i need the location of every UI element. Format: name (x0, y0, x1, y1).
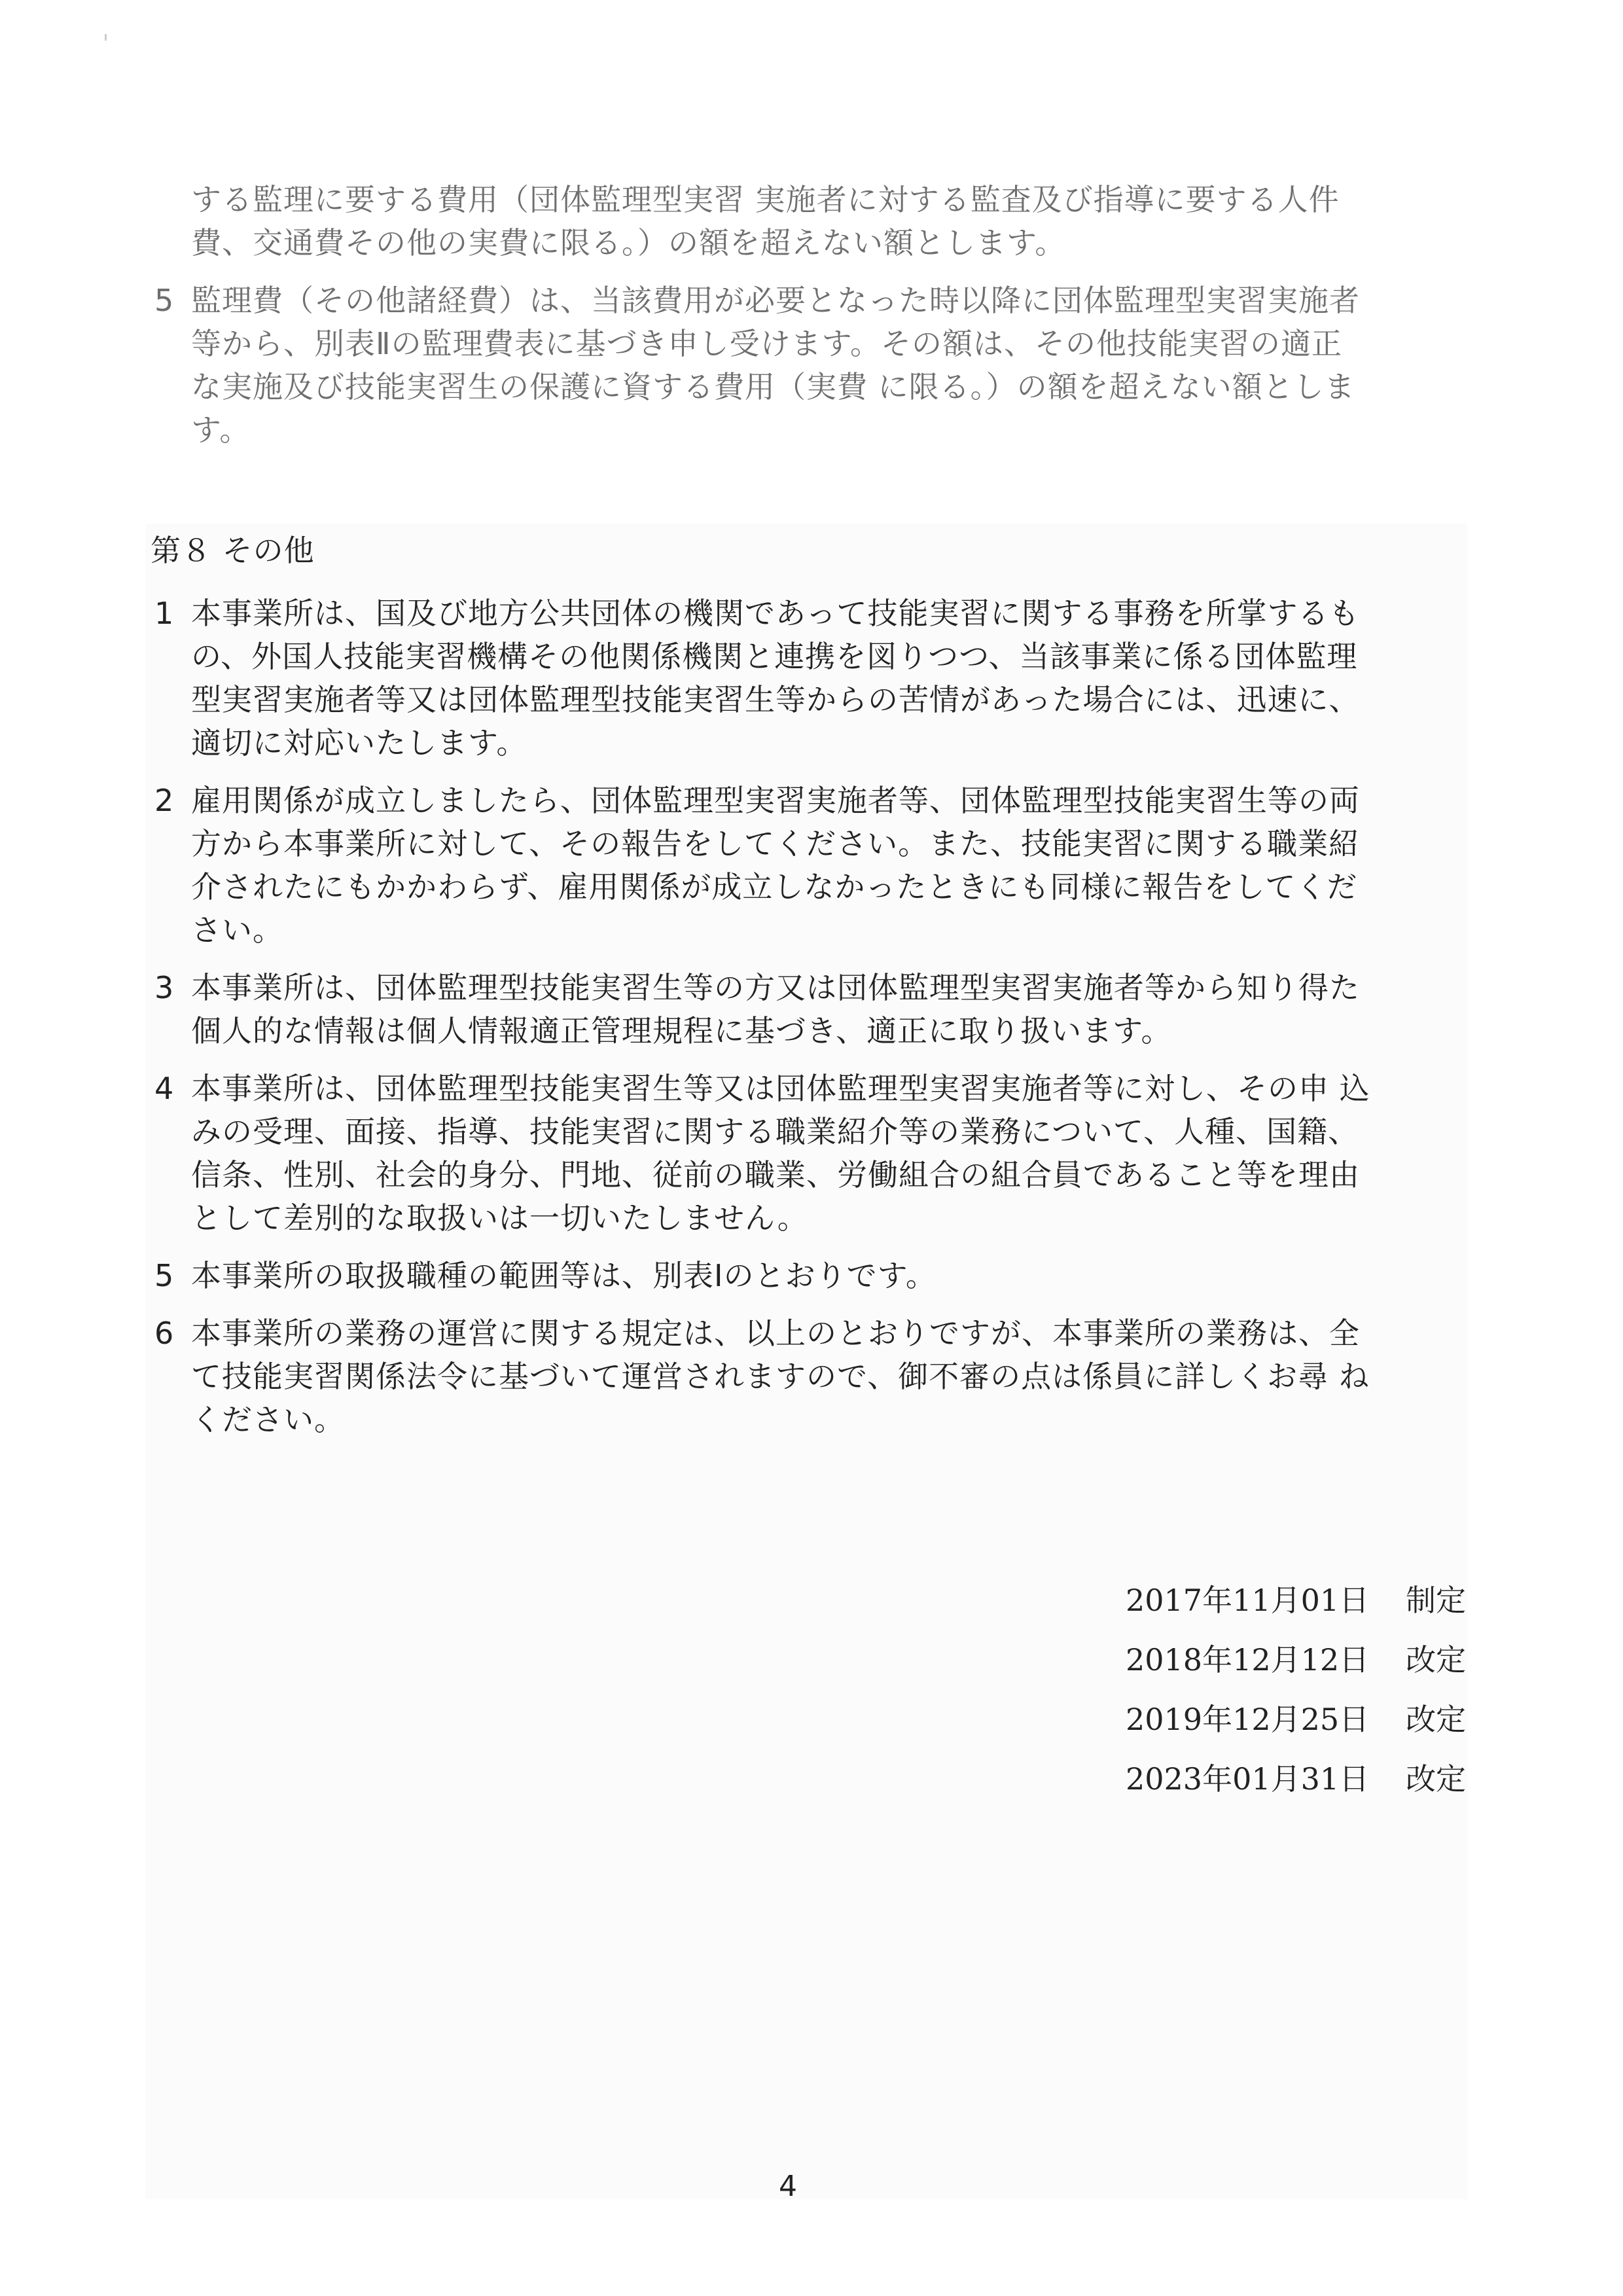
list-item-3 (151, 966, 1466, 1052)
text-line: さい。 (191, 912, 283, 948)
text-line: 型実習実施者等又は団体監理型技能実習生等からの苦情があった場合には、迅速に、 (191, 682, 1360, 717)
text-line: 本事業所は、国及び地方公共団体の機関であって技能実習に関する事務を所掌するも (191, 596, 1360, 631)
list-item-4 (151, 1067, 1466, 1240)
section-heading: 第８ その他 (151, 533, 315, 568)
scan-artifact (105, 34, 107, 41)
list-item-monitoring-fee-other (151, 279, 1466, 452)
continued-section (151, 178, 1466, 466)
text-line: の、外国人技能実習機構その他関係機関と連携を図りつつ、当該事業に係る団体監理 (191, 639, 1358, 674)
text-line: て技能実習関係法令に基づいて運営されますので、御不審の点は係員に詳しくお尋 ね (191, 1359, 1370, 1394)
item-number: 4 (154, 1071, 175, 1106)
revision-history (1126, 1571, 1466, 1809)
text-line: ください。 (191, 1402, 345, 1437)
page-number: 4 (779, 2170, 797, 2203)
section-8 (151, 529, 1466, 1456)
revision-action: 改定 (1406, 1761, 1466, 1797)
revision-action: 改定 (1406, 1642, 1466, 1677)
text-line: 本事業所は、団体監理型技能実習生等又は団体監理型実習実施者等に対し、その申 込 (191, 1071, 1370, 1106)
text-line: 監理費（その他諸経費）は、当該費用が必要となった時以降に団体監理型実習実施者 (191, 283, 1360, 318)
revision-date: 2019年12月25日 (1126, 1702, 1370, 1737)
revision-date: 2023年01月31日 (1126, 1761, 1370, 1797)
text-line: な実施及び技能実習生の保護に資する費用（実費 に限る。）の額を超えない額としま (191, 369, 1355, 404)
revision-row (1126, 1630, 1466, 1690)
text-line: 本事業所の取扱職種の範囲等は、別表Ⅰのとおりです。 (191, 1258, 936, 1293)
text-line: 等から、別表Ⅱの監理費表に基づき申し受けます。その額は、その他技能実習の適正 (191, 326, 1342, 361)
item-number: 5 (154, 283, 175, 318)
revision-row (1126, 1571, 1466, 1630)
text-line: 方から本事業所に対して、その報告をしてください。また、技能実習に関する職業紹 (191, 826, 1360, 861)
list-item-6 (151, 1312, 1466, 1441)
text-line: 個人的な情報は個人情報適正管理規程に基づき、適正に取り扱います。 (191, 1013, 1172, 1049)
revision-action: 改定 (1406, 1702, 1466, 1737)
revision-date: 2018年12月12日 (1126, 1642, 1370, 1677)
revision-row (1126, 1749, 1466, 1809)
revision-date: 2017年11月01日 (1126, 1583, 1370, 1618)
revision-action: 制定 (1406, 1583, 1466, 1618)
revision-row (1126, 1690, 1466, 1749)
text-line: 介されたにもかかわらず、雇用関係が成立しなかったときにも同様に報告をしてくだ (191, 869, 1358, 905)
text-line: 雇用関係が成立しましたら、団体監理型実習実施者等、団体監理型技能実習生等の両 (191, 783, 1360, 818)
text-line: として差別的な取扱いは一切いたしません。 (191, 1200, 808, 1236)
list-item-5 (151, 1254, 1466, 1297)
text-line: 信条、性別、社会的身分、門地、従前の職業、労働組合の組合員であること等を理由 (191, 1157, 1360, 1193)
item-number: 2 (154, 783, 175, 818)
list-item-1 (151, 592, 1466, 764)
text-line: 本事業所の業務の運営に関する規定は、以上のとおりですが、本事業所の業務は、全 (191, 1316, 1360, 1351)
item-number: 3 (154, 970, 175, 1005)
carryover-paragraph (151, 178, 1466, 264)
item-number: 5 (154, 1258, 175, 1293)
list-item-2 (151, 779, 1466, 952)
text-line: みの受理、面接、指導、技能実習に関する職業紹介等の業務について、人種、国籍、 (191, 1114, 1359, 1149)
item-number: 1 (154, 596, 175, 631)
text-line: する監理に要する費用（団体監理型実習 実施者に対する監査及び指導に要する人件 (191, 182, 1340, 217)
text-line: 本事業所は、団体監理型技能実習生等の方又は団体監理型実習実施者等から知り得た (191, 970, 1360, 1005)
text-line: す。 (191, 412, 251, 448)
item-number: 6 (154, 1316, 175, 1351)
text-line: 費、交通費その他の実費に限る。）の額を超えない額とします。 (191, 225, 1066, 260)
text-line: 適切に対応いたします。 (191, 725, 527, 761)
